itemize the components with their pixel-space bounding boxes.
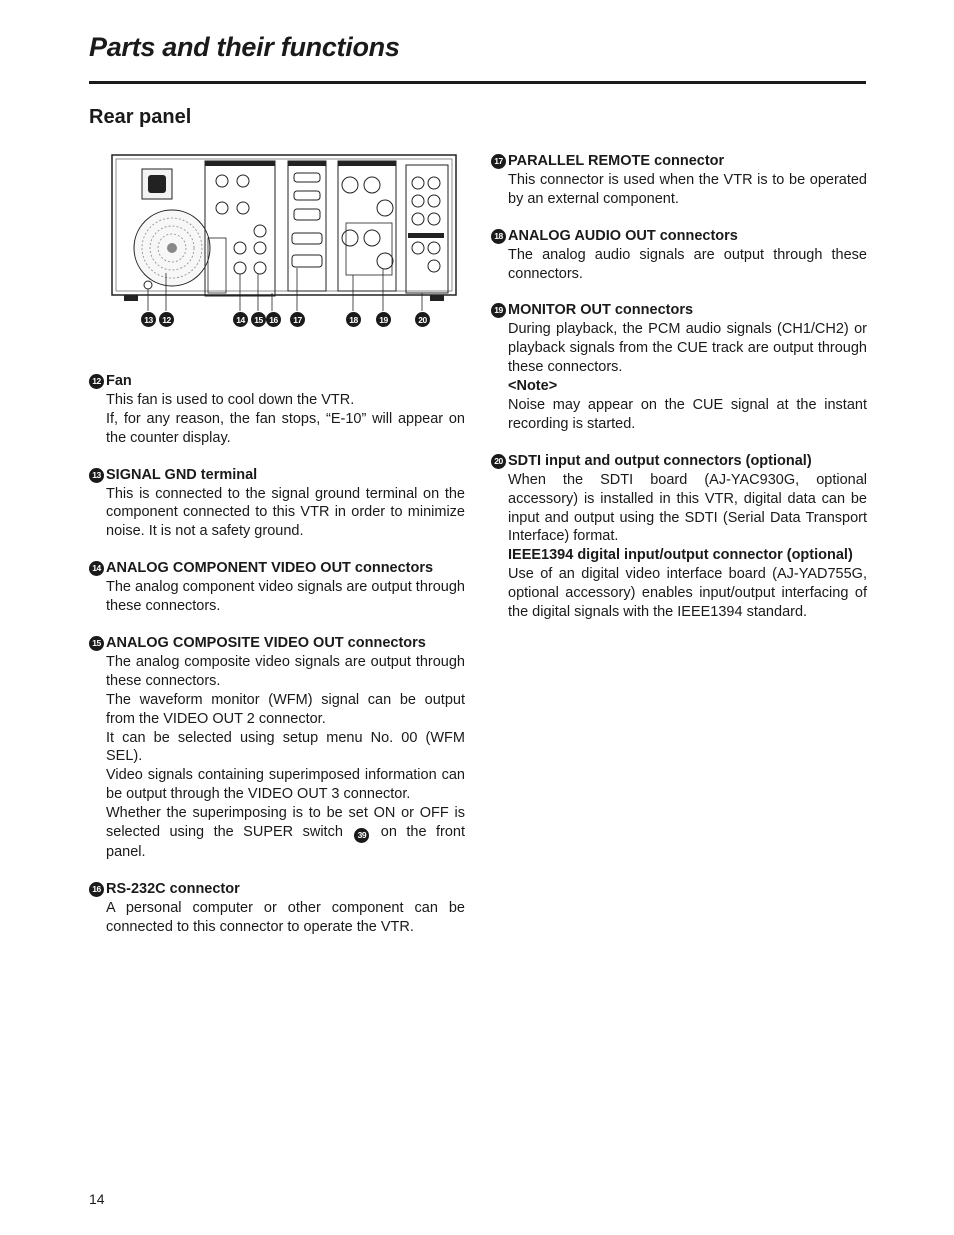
item-text: Video signals containing superimposed information can be output through the VIDEO OUT 3 connector. (106, 767, 465, 803)
reference-badge: 39 (354, 828, 369, 843)
item-number-badge: 20 (491, 454, 506, 469)
callout-18: 18 (346, 312, 361, 327)
item-title: ANALOG AUDIO OUT connectors (508, 227, 738, 244)
item-analog-component-video-out (89, 559, 465, 616)
item-text-part: Whether the superimposing is to be set ON or OFF is selected using the SUPER switch (106, 805, 465, 841)
item-fan (89, 372, 465, 448)
item-text: A personal computer or other component can be connected to this connector to operate the VTR. (106, 899, 465, 935)
left-column (89, 372, 465, 955)
sub-heading: IEEE1394 digital input/output connector (optional) (508, 547, 853, 564)
item-number-badge: 19 (491, 303, 506, 318)
callout-20: 20 (415, 312, 430, 327)
item-number-badge: 15 (89, 636, 104, 651)
item-text: This fan is used to cool down the VTR. (106, 391, 355, 408)
callout-12: 12 (159, 312, 174, 327)
callout-19: 19 (376, 312, 391, 327)
item-title: ANALOG COMPONENT VIDEO OUT connectors (106, 560, 434, 577)
item-sdti-connectors (491, 452, 867, 622)
note-heading: <Note> (508, 378, 558, 395)
item-text: The analog audio signals are output through these connectors. (508, 246, 867, 282)
item-parallel-remote-connector (491, 152, 867, 209)
item-text: This connector is used when the VTR is to be operated by an external component. (508, 171, 867, 207)
title-rule (89, 81, 866, 84)
item-text: The analog component video signals are output through these connectors. (106, 579, 465, 615)
item-text: It can be selected using setup menu No. 00 (WFM SEL). (106, 729, 465, 765)
item-number-badge: 13 (89, 468, 104, 483)
item-text (106, 804, 465, 862)
item-title: SIGNAL GND terminal (106, 466, 258, 483)
callout-17: 17 (290, 312, 305, 327)
item-number-badge: 14 (89, 561, 104, 576)
item-number-badge: 17 (491, 154, 506, 169)
item-title: MONITOR OUT connectors (508, 302, 694, 319)
item-text: The waveform monitor (WFM) signal can be output from the VIDEO OUT 2 connector. (106, 691, 465, 727)
item-title: SDTI input and output connectors (optional) (508, 452, 812, 469)
item-title: Fan (106, 373, 132, 389)
rear-panel-illustration (110, 153, 460, 333)
item-signal-gnd-terminal (89, 466, 465, 542)
note-text: Noise may appear on the CUE signal at the instant recording is started. (508, 396, 867, 432)
page-title: Parts and their functions (89, 32, 400, 62)
callout-15: 15 (251, 312, 266, 327)
page-number: 14 (89, 1191, 105, 1207)
callout-16: 16 (266, 312, 281, 327)
right-column (491, 152, 867, 640)
item-number-badge: 18 (491, 229, 506, 244)
item-text-part: on the front panel. (106, 824, 466, 860)
item-rs-232c-connector (89, 880, 465, 937)
item-text: During playback, the PCM audio signals (CH1/CH2) or playback signals from the CUE track are output through these connectors. (508, 321, 867, 376)
item-text: If, for any reason, the fan stops, “E-10” will appear on the counter display. (106, 410, 465, 446)
item-title: RS-232C connector (106, 880, 240, 897)
item-text: The analog composite video signals are output through these connectors. (106, 653, 465, 689)
callout-14: 14 (233, 312, 248, 327)
item-analog-audio-out (491, 227, 867, 284)
item-analog-composite-video-out (89, 634, 465, 862)
item-monitor-out (491, 301, 867, 433)
item-title: PARALLEL REMOTE connector (508, 153, 725, 169)
item-number-badge: 12 (89, 374, 104, 389)
section-title: Rear panel (89, 106, 192, 128)
item-text: Use of an digital video interface board (AJ-YAD755G, optional accessory) enables input/output interfacing of the digital signals with the IEEE1394 standard. (508, 566, 867, 621)
item-text: When the SDTI board (AJ-YAC930G, optional accessory) is installed in this VTR, digital data can be input and output using the SDTI (Serial Data Transport Interface) format. (508, 471, 867, 545)
item-number-badge: 16 (89, 882, 104, 897)
callout-13: 13 (141, 312, 156, 327)
item-text: This is connected to the signal ground terminal on the component connected to this VTR in order to minimize noise. It is not a safety ground. (106, 485, 465, 540)
item-title: ANALOG COMPOSITE VIDEO OUT connectors (106, 634, 426, 651)
